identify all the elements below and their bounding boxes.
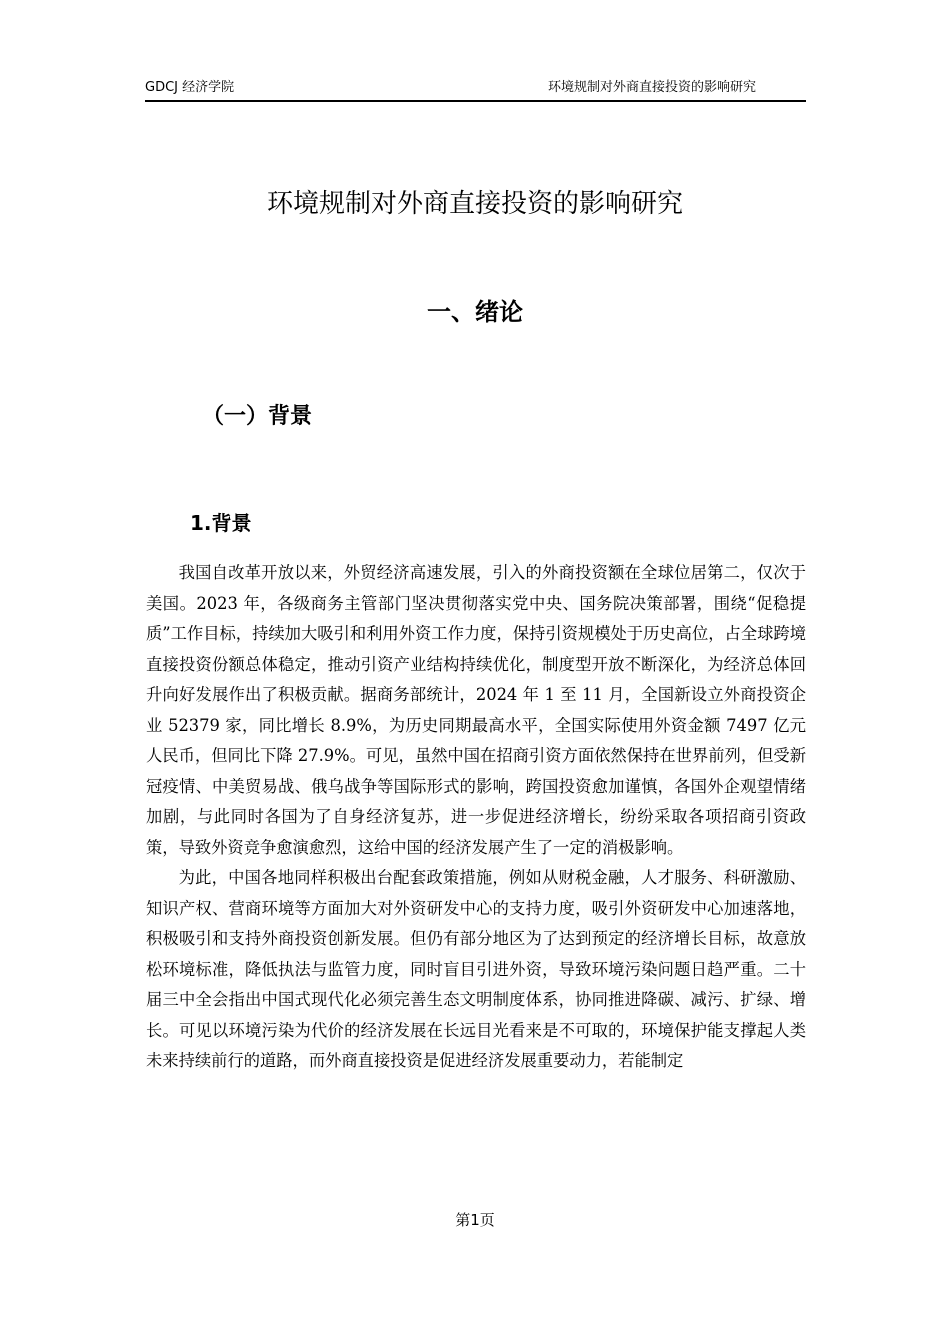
header-divider: [145, 100, 806, 102]
header-right-text: 环境规制对外商直接投资的影响研究: [547, 80, 756, 95]
header-left-text: GDCJ 经济学院: [145, 80, 235, 95]
section-heading: 一、绪论: [427, 298, 523, 326]
document-title: 环境规制对外商直接投资的影响研究: [266, 189, 683, 219]
paragraph-2: 为此，中国各地同样积极出台配套政策措施，例如从财税金融，人才服务、科研激励、知识产权、营商环境等方面加大对外资研发中心的支持力度，吸引外资研发中心加速落地，积极吸引和支持外商投资创新发展。但仍有部分地区为了达到预定的经济增长目标，故意放松环境标准，降低执法与监管力度，同时盲目引进外资，导致环境污染问题日趋严重。二十届三中全会指出中国式现代化必须完善生态文明制度体系，协同推进降碳、减污、扩绿、增长。可见以环境污染为代价的经济发展在长远目光看来是不可取的，环境保护能支撑起人类未来持续前行的道路，而外商直接投资是促进经济发展重要动力，若能制定: [146, 868, 806, 1070]
subsection-heading: （一）背景: [202, 404, 313, 429]
subsubsection-heading: 1.背景: [190, 511, 252, 535]
paragraph-1: 我国自改革开放以来，外贸经济高速发展，引入的外商投资额在全球位居第二，仅次于美国。2023 年，各级商务主管部门坚决贯彻落实党中央、国务院决策部署，围绕“促稳提质”工作目标，持续加大吸引和利用外资工作力度，保持引资规模处于历史高位，占全球跨境直接投资份额总体稳定，推动引资产业结构持续优化，制度型开放不断深化，为经济总体回升向好发展作出了积极贡献。据商务部统计，2024 年 1 至 11 月，全国新设立外商投资企业 52379 家，同比增长 8.9%，为历史同期最高水平，全国实际使用外资金额 7497 亿元人民币，但同比下降 27.9%。可见，虽然中国在招商引资方面依然保持在世界前列，但受新冠疫情、中美贸易战、俄乌战争等国际形式的影响，跨国投资愈加谨慎，各国外企观望情绪加剧，与此同时各国为了自身经济复苏，进一步促进经济增长，纷纷采取各项招商引资政策，导致外资竞争愈演愈烈，这给中国的经济发展产生了一定的消极影响。: [146, 563, 806, 857]
body-text: [146, 558, 806, 1077]
page-number: 第1页: [455, 1211, 495, 1229]
page-header: [145, 78, 806, 100]
